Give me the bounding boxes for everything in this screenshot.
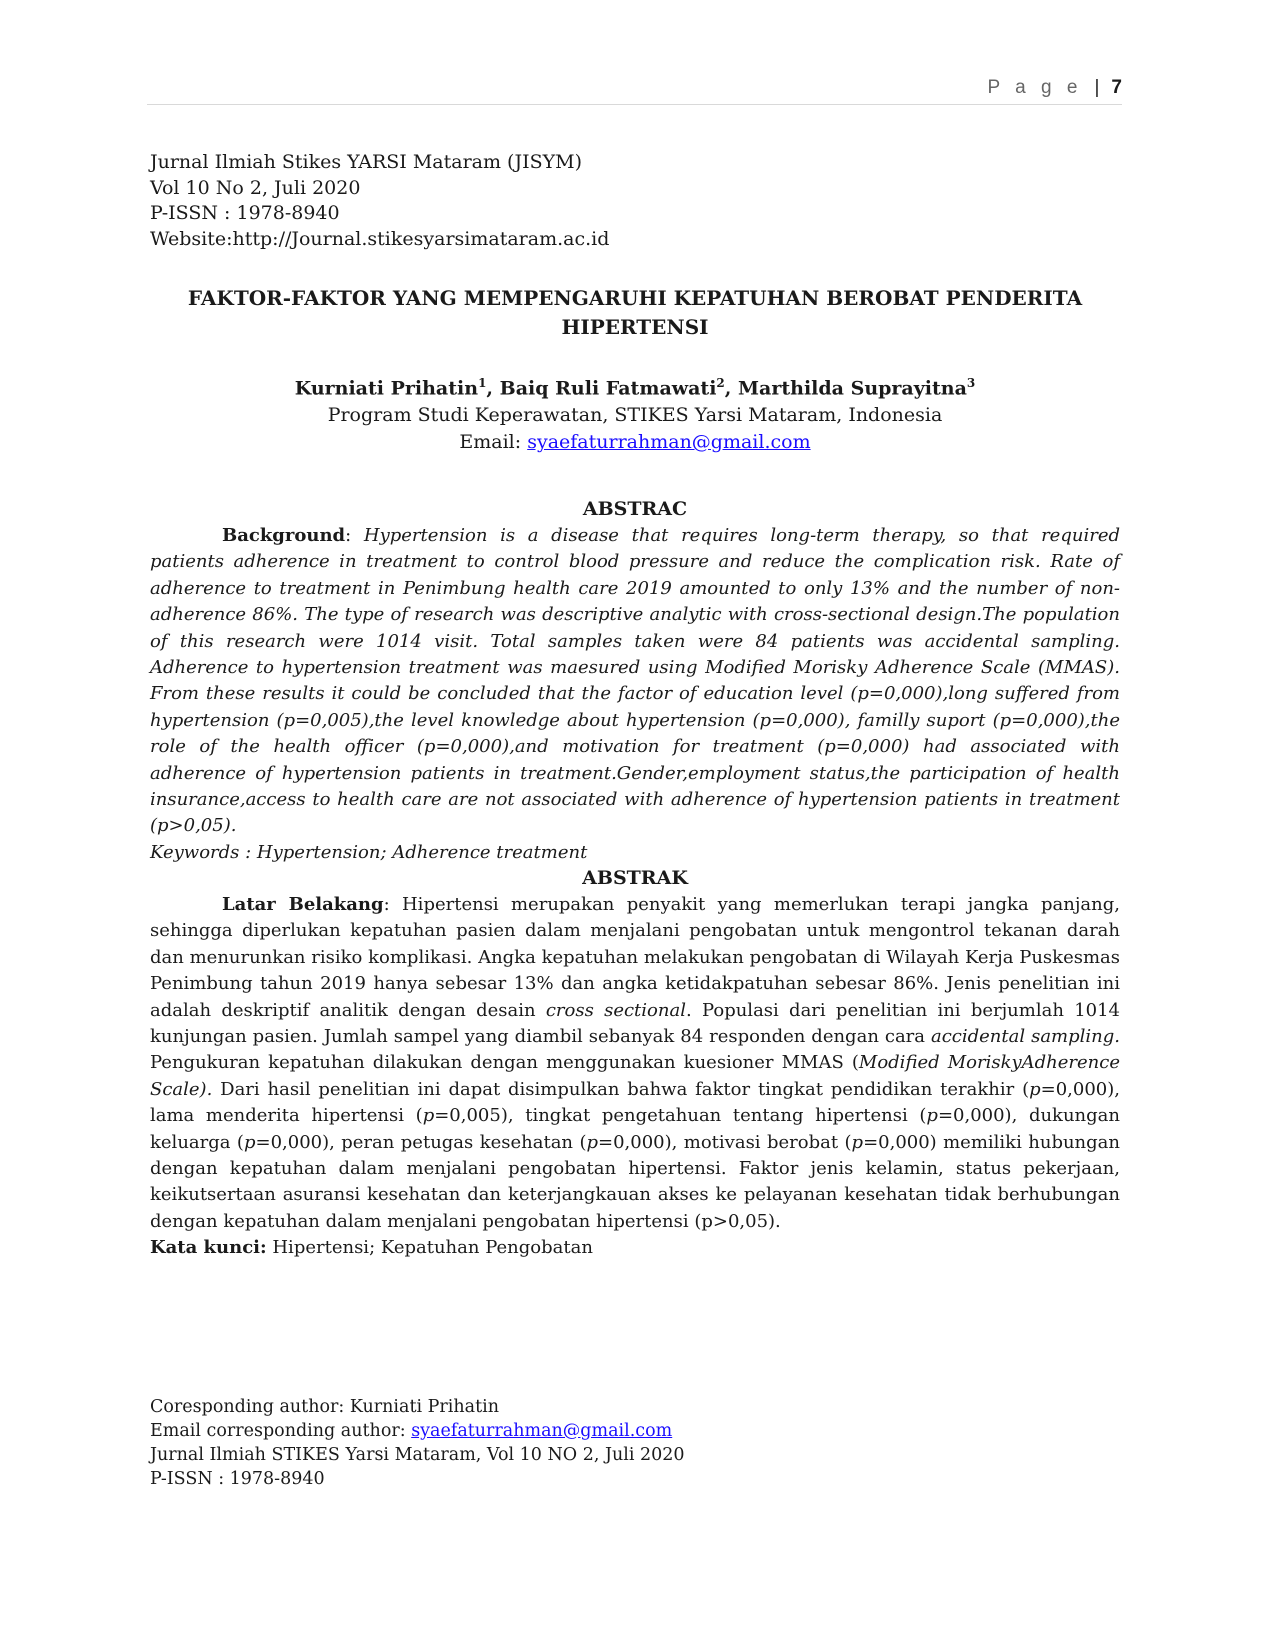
author-3: Marthilda Suprayitna bbox=[738, 377, 967, 400]
p-symbol: p bbox=[851, 1131, 864, 1153]
footer-journal: Jurnal Ilmiah STIKES Yarsi Mataram, Vol 10 NO 2, Juli 2020 bbox=[150, 1445, 685, 1465]
footer-author: Coresponding author: Kurniati Prihatin bbox=[150, 1397, 500, 1417]
keywords-id-label: Kata kunci: bbox=[150, 1237, 267, 1259]
footer-email-label: Email corresponding author: bbox=[150, 1421, 412, 1441]
affiliation: Program Studi Keperawatan, STIKES Yarsi Mataram, Indonesia bbox=[327, 404, 943, 427]
text-run: Hipertensi merupakan penyakit yang memerlukan terapi jangka panjang, sehingga diperlukan kepatuhan pasien dalam menjalani pengobatan untuk mengontrol tekanan darah dan menurunkan risiko komplikasi. Angka kepatuhan melakukan pengobatan di Wilayah Kerja Puskesmas Penimbung tahun 2019 hanya sebesar 13% dan angka ketidakpatuhan sebesar 86%. Jenis penelitian ini adalah deskriptif analitik dengan desain bbox=[150, 894, 1120, 1021]
text-run: =0,000), motivasi berobat ( bbox=[598, 1131, 852, 1153]
abstract-heading-id: ABSTRAK bbox=[582, 867, 688, 889]
p-symbol: p bbox=[422, 1105, 435, 1127]
journal-issn: P-ISSN : 1978-8940 bbox=[150, 202, 340, 224]
title-line-1: FAKTOR-FAKTOR YANG MEMPENGARUHI KEPATUHAN BEROBAT PENDERITA bbox=[187, 286, 1083, 310]
page-label: P a g e bbox=[987, 77, 1083, 98]
journal-volume: Vol 10 No 2, Juli 2020 bbox=[150, 176, 361, 199]
author-sep: , bbox=[486, 377, 500, 400]
author-2: Baiq Ruli Fatmawati bbox=[499, 377, 717, 400]
abstract-lead-en: Background bbox=[222, 525, 346, 546]
page-separator: | bbox=[1094, 77, 1100, 98]
keywords-id bbox=[150, 1235, 1120, 1261]
author-names bbox=[150, 370, 1120, 402]
author-1-affil: 1 bbox=[478, 376, 487, 390]
p-symbol: p bbox=[243, 1131, 256, 1153]
abstract-indonesian bbox=[150, 865, 1120, 1261]
author-sep: , bbox=[724, 377, 739, 400]
text-run: =0,000), dukungan keluarga ( bbox=[150, 1105, 1120, 1153]
page-header bbox=[147, 76, 1122, 105]
italic-run: accidental sampling. bbox=[930, 1026, 1120, 1048]
footer-issn: P-ISSN : 1978-8940 bbox=[150, 1469, 325, 1489]
lead-colon: : bbox=[345, 525, 364, 546]
page-number: 7 bbox=[1111, 77, 1122, 98]
abstract-lead-id: Latar Belakang bbox=[222, 894, 384, 915]
footer bbox=[150, 1395, 685, 1491]
author-2-affil: 2 bbox=[716, 376, 725, 390]
text-run: Pengukuran kepatuhan dilakukan dengan menggunakan kuesioner MMAS ( bbox=[150, 1052, 859, 1074]
author-email-link[interactable]: syaefaturrahman@gmail.com bbox=[527, 431, 811, 454]
author-1: Kurniati Prihatin bbox=[294, 377, 479, 400]
abstract-body-id bbox=[150, 892, 1120, 1235]
title-line-2: HIPERTENSI bbox=[561, 315, 709, 339]
journal-website: Website:http://Journal.stikesyarsimataram.ac.id bbox=[150, 227, 610, 250]
italic-run: cross sectional bbox=[545, 999, 686, 1021]
text-run: =0,000), peran petugas kesehatan ( bbox=[255, 1131, 587, 1153]
author-block bbox=[150, 370, 1120, 456]
lead-colon: : bbox=[383, 894, 402, 915]
footer-email-line bbox=[150, 1419, 685, 1443]
journal-name: Jurnal Ilmiah Stikes YARSI Mataram (JISYM) bbox=[150, 151, 582, 173]
author-3-affil: 3 bbox=[966, 376, 976, 390]
abstract-english bbox=[150, 496, 1120, 866]
footer-email-link[interactable]: syaefaturrahman@gmail.com bbox=[411, 1421, 673, 1441]
p-symbol: p bbox=[1029, 1078, 1041, 1100]
abstract-body-en bbox=[150, 523, 1120, 840]
text-run: Dari hasil penelitian ini dapat disimpulkan bahwa faktor tingkat pendidikan terakhir ( bbox=[212, 1078, 1030, 1100]
italic-run: Modified MoriskyAdherence Scale). bbox=[150, 1052, 1120, 1100]
text-run: =0,005), tingkat pengetahuan tentang hipertensi ( bbox=[434, 1105, 927, 1127]
email-label: Email: bbox=[459, 431, 528, 454]
text-run: =0,000) memiliki hubungan dengan kepatuhan dalam menjalani pengobatan hipertensi. Faktor jenis kelamin, status pekerjaan, keikutsertaan asuransi kesehatan dan keterjangkauan akses ke pelayanan kesehatan tidak berhubungan dengan kepatuhan dalam menjalani pengobatan hipertensi (p>0,05). bbox=[150, 1131, 1120, 1232]
abstract-heading-en: ABSTRAC bbox=[582, 498, 688, 520]
email-line bbox=[150, 429, 1120, 456]
keywords-id-value: Hipertensi; Kepatuhan Pengobatan bbox=[266, 1237, 593, 1259]
text-run: =0,000), lama menderita hipertensi ( bbox=[150, 1078, 1120, 1127]
journal-info bbox=[150, 150, 609, 252]
p-symbol: p bbox=[586, 1131, 598, 1153]
paper-title bbox=[150, 284, 1120, 342]
text-run: . Populasi dari penelitian ini berjumlah 1014 kunjungan pasien. Jumlah sampel yang diambil sebanyak 84 responden dengan cara bbox=[150, 999, 1120, 1048]
p-symbol: p bbox=[926, 1105, 938, 1127]
abstract-text-en: Hypertension is a disease that requires long-term therapy, so that required patients adherence in treatment to control blood pressure and reduce the complication risk. Rate of adherence to treatment in Penimbung health care 2019 amounted to only 13% and the number of non-adherence 86%. The type of research was descriptive analytic with cross-sectional design.The population of this research were 1014 visit. Total samples taken were 84 patients was accidental sampling. Adherence to hypertension treatment was maesured using Modified Morisky Adherence Scale (MMAS). From these results it could be concluded that the factor of education level (p=0,000),long suffered from hypertension (p=0,005),the level knowledge about hypertension (p=0,000), familly suport (p=0,000),the role of the health officer (p=0,000),and motivation for treatment (p=0,000) had associated with adherence of hypertension patients in treatment.Gender,employment status,the participation of health insurance,access to health care are not associated with adherence of hypertension patients in treatment (p>0,05). bbox=[150, 525, 1120, 837]
keywords-en: Keywords : Hypertension; Adherence treatment bbox=[150, 841, 588, 863]
